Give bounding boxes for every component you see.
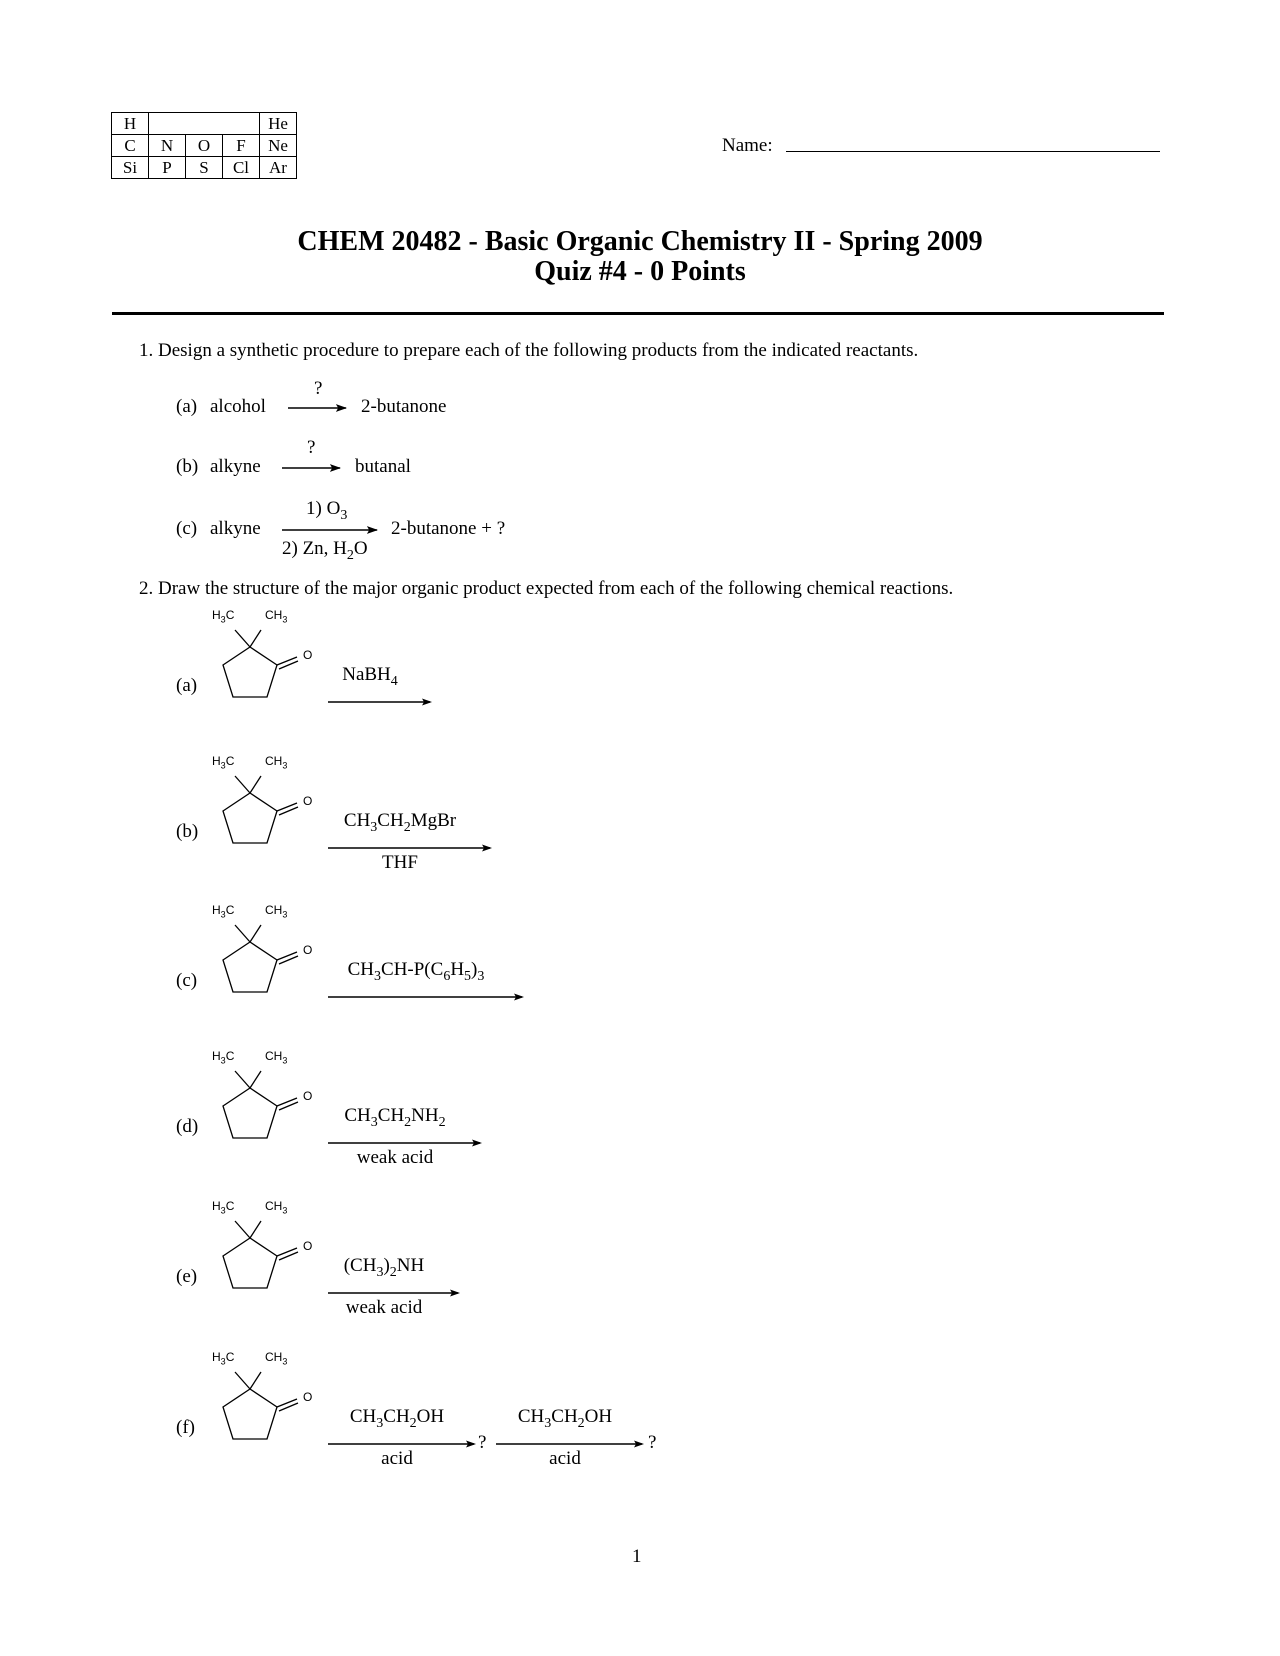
name-label: Name: (722, 135, 773, 156)
q1a-reagent: ? (314, 378, 323, 399)
q2a-label: (a) (176, 675, 198, 696)
q1b-reagent: ? (307, 437, 316, 458)
q2a-reagent-above: NaBH$_4$ (342, 664, 398, 689)
course-title: CHEM 20482 - Basic Organic Chemistry II - Spring 2009 (297, 226, 983, 257)
element-cell: O (186, 135, 223, 157)
methyl-label-right: $CH_3$ (265, 608, 288, 625)
page-number: 1 (632, 1546, 642, 1567)
element-cell: H (112, 113, 149, 135)
oxygen-label: O (303, 943, 313, 957)
q1c-reactant: alkyne (210, 518, 261, 539)
oxygen-label: O (303, 1089, 313, 1103)
methyl-label-left: $H_3C$ (212, 1199, 235, 1216)
methyl-label-left: $H_3C$ (212, 1350, 235, 1367)
methyl-label-left: $H_3C$ (212, 754, 235, 771)
q2f-reagent-above-2: $CH_3CH_2OH$ (517, 1406, 613, 1431)
methyl-label-left: $H_3C$ (212, 1049, 235, 1066)
q2f-reagent-above-1: $CH_3CH_2OH$ (349, 1406, 445, 1431)
q2c-label: (c) (176, 970, 198, 991)
q2f-reagent-below-2: acid (549, 1448, 581, 1469)
q1a-product: 2-butanone (361, 396, 447, 417)
q2f-label: (f) (176, 1417, 195, 1438)
methyl-label-right: $CH_3$ (265, 754, 288, 771)
q2d-reagent-above: $CH_3CH_2NH_2$ (344, 1105, 446, 1130)
q2e-reagent-above: $(CH_3)_2NH$ (343, 1255, 425, 1280)
q1c-reagent-top: 1) $O_3$ (306, 498, 348, 523)
methyl-label-left: $H_3C$ (212, 903, 235, 920)
q1a-reactant: alcohol (210, 396, 266, 417)
methyl-label-right: $CH_3$ (265, 1049, 288, 1066)
question-2-prompt: 2. Draw the structure of the major organic product expected from each of the following chemical reactions. (139, 578, 954, 599)
q1b-product: butanal (355, 456, 411, 477)
q1c-label: (c) (176, 518, 198, 539)
question-1-prompt: 1. Design a synthetic procedure to prepare each of the following products from the indicated reactants. (139, 340, 919, 361)
q2f-intermediate: ? (478, 1432, 487, 1453)
element-cell: S (186, 157, 223, 179)
oxygen-label: O (303, 648, 313, 662)
q2c-reagent-above: $CH_3CH-P(C_6H_5)_3$ (347, 959, 485, 984)
element-cell: Si (112, 157, 149, 179)
element-cell: C (112, 135, 149, 157)
q2d-reagent-below: weak acid (356, 1147, 434, 1168)
q2e-reagent-below: weak acid (345, 1297, 423, 1318)
element-cell: N (149, 135, 186, 157)
methyl-label-right: $CH_3$ (265, 1199, 288, 1216)
q2d-label: (d) (176, 1116, 199, 1137)
element-cell: Ar (260, 157, 297, 179)
element-cell: Cl (223, 157, 260, 179)
q1a-label: (a) (176, 396, 198, 417)
quiz-title: Quiz #4 - 0 Points (534, 256, 746, 287)
q2b-reagent-below: THF (382, 852, 418, 873)
q1c-reagent-bottom: 2) Zn, $H_2O$ (282, 538, 368, 563)
element-cell: F (223, 135, 260, 157)
q1b-label: (b) (176, 456, 199, 477)
methyl-label-left: $H_3C$ (212, 608, 235, 625)
oxygen-label: O (303, 794, 313, 808)
q1c-product: 2-butanone + ? (391, 518, 506, 539)
methyl-label-right: $CH_3$ (265, 1350, 288, 1367)
q2e-label: (e) (176, 1266, 198, 1287)
q2f-reagent-below-1: acid (381, 1448, 413, 1469)
q2f-product: ? (648, 1432, 657, 1453)
element-cell: P (149, 157, 186, 179)
methyl-label-right: $CH_3$ (265, 903, 288, 920)
element-cell: He (260, 113, 297, 135)
q1b-reactant: alkyne (210, 456, 261, 477)
q2b-reagent-above: $CH_3CH_2MgBr$ (343, 810, 457, 835)
element-cell: Ne (260, 135, 297, 157)
q2b-label: (b) (176, 821, 199, 842)
oxygen-label: O (303, 1239, 313, 1253)
oxygen-label: O (303, 1390, 313, 1404)
